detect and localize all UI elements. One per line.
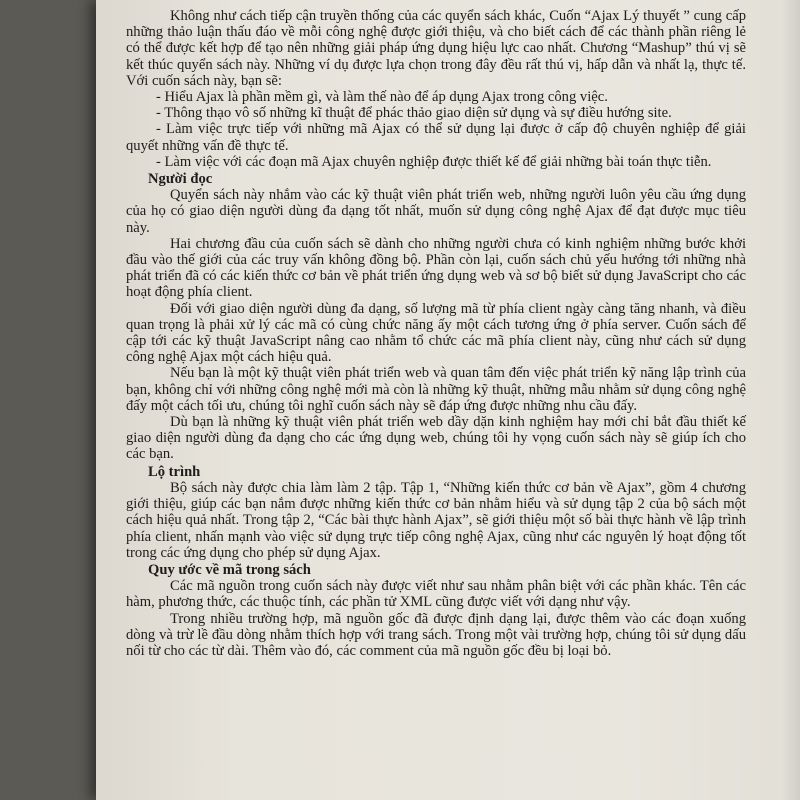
body-paragraph: Dù bạn là những kỹ thuật viên phát triển web dầy dặn kinh nghiệm hay mới chỉ bắt đầu thiết kế giao diện người dùng đa dạng cho các ứng dụng web, chúng tôi hy vọng cuốn sách này sẽ giúp ích cho các bạn. (126, 414, 746, 463)
bullet-item: - Làm việc với các đoạn mã Ajax chuyên nghiệp được thiết kế để giải những bài toán thực tiễn. (156, 153, 712, 170)
bullet-item: - Hiểu Ajax là phần mềm gì, và làm thế nào để áp dụng Ajax trong công việc. (156, 89, 608, 106)
page-text (126, 8, 746, 659)
bullet-item: - Làm việc trực tiếp với những mã Ajax có thể sử dụng lại được ở cấp độ chuyên nghiệp để giải quyết những vấn đề thực tế. (126, 121, 746, 154)
body-paragraph: Bộ sách này được chia làm làm 2 tập. Tập 1, “Những kiến thức cơ bản về Ajax”, gồm 4 chương giới thiệu, giúp các bạn nắm được những kiến thức cơ bản nhằm hiểu và sử dụng tập 2 của bộ sách một cách hiệu quả nhất. Trong tập 2, “Các bài thực hành Ajax”, sẽ giới thiệu một số bài thực hành về lập trình phía client, nhấn mạnh vào việc sử dụng trực tiếp công nghệ Ajax, cũng như các nguyên lý hoạt động tốt trong các ứng dụng cho phép sử dụng Ajax. (126, 479, 746, 561)
body-paragraph: Đối với giao diện người dùng đa dạng, số lượng mã từ phía client ngày càng tăng nhanh, và điều quan trọng là phải xử lý các mã có cùng chức năng ấy một cách tương ứng ở phía server. Cuốn sách để cập tới các kỹ thuật JavaScript nâng cao nhằm tổ chức các mã phía client này, cũng như cách sử dụng công nghệ Ajax một cách hiệu quả. (126, 300, 746, 366)
book-page (96, 0, 800, 800)
section-heading-conventions: Quy ước về mã trong sách (148, 561, 311, 578)
body-paragraph: Trong nhiều trường hợp, mã nguồn gốc đã được định dạng lại, được thêm vào các đoạn xuống dòng và trừ lề đầu dòng nhằm thích hợp với trang sách. Trong một vài trường hợp, chúng tôi sử dụng dấu nối từ cho các từ dài. Thêm vào đó, các comment của mã nguồn gốc đều bị loại bỏ. (126, 610, 746, 659)
intro-paragraph: Không như cách tiếp cận truyền thống của các quyển sách khác, Cuốn “Ajax Lý thuyết ” cung cấp những thảo luận thấu đáo về mỗi công nghệ được giới thiệu, và cho biết cách để các thành phần riêng lẻ có thể được kết hợp để tạo nên những giải pháp ứng dụng hiệu lực cao nhất. Chương “Mashup” thú vị sẽ kết thúc quyển sách này. Những ví dụ được lựa chọn trong đây đều rất thú vị, hấp dẫn và nhất lạ, thực tế. Với cuốn sách này, bạn sẽ: (126, 8, 746, 89)
section-heading-roadmap: Lộ trình (148, 463, 201, 480)
body-paragraph: Các mã nguồn trong cuốn sách này được viết như sau nhằm phân biệt với các phần khác. Tên các hàm, phương thức, các thuộc tính, các phần tử XML cũng được viết với dạng như vậy. (126, 578, 746, 611)
body-paragraph: Hai chương đầu của cuốn sách sẽ dành cho những người chưa có kinh nghiệm những bước khởi đầu vào thế giới của các truy vấn không đồng bộ. Phần còn lại, cuốn sách chủ yếu hướng tới những nhà phát triển đã có các kiến thức cơ bản về phát triển ứng dụng web và sơ bộ biết sử dụng JavaScript cho các hoạt động phía client. (126, 235, 746, 301)
body-paragraph: Quyển sách này nhắm vào các kỹ thuật viên phát triển web, những người luôn yêu cầu ứng dụng của họ có giao diện người dùng đa dạng tốt nhất, muốn sử dụng công nghệ Ajax để đạt được mục tiêu này. (126, 187, 746, 236)
body-paragraph: Nếu bạn là một kỹ thuật viên phát triển web và quan tâm đến việc phát triển kỹ năng lập trình của bạn, không chỉ với những công nghệ mới mà còn là những kỹ thuật, những mẫu nhằm sử dụng công nghệ đấy một cách tối ưu, chúng tôi nghĩ cuốn sách này sẽ đáp ứng được những nhu cầu đấy. (126, 365, 746, 414)
section-heading-readers: Người đọc (148, 171, 213, 188)
bullet-item: - Thông thạo vô số những kĩ thuật để phác thảo giao diện sử dụng và sự điều hướng site. (156, 105, 672, 122)
